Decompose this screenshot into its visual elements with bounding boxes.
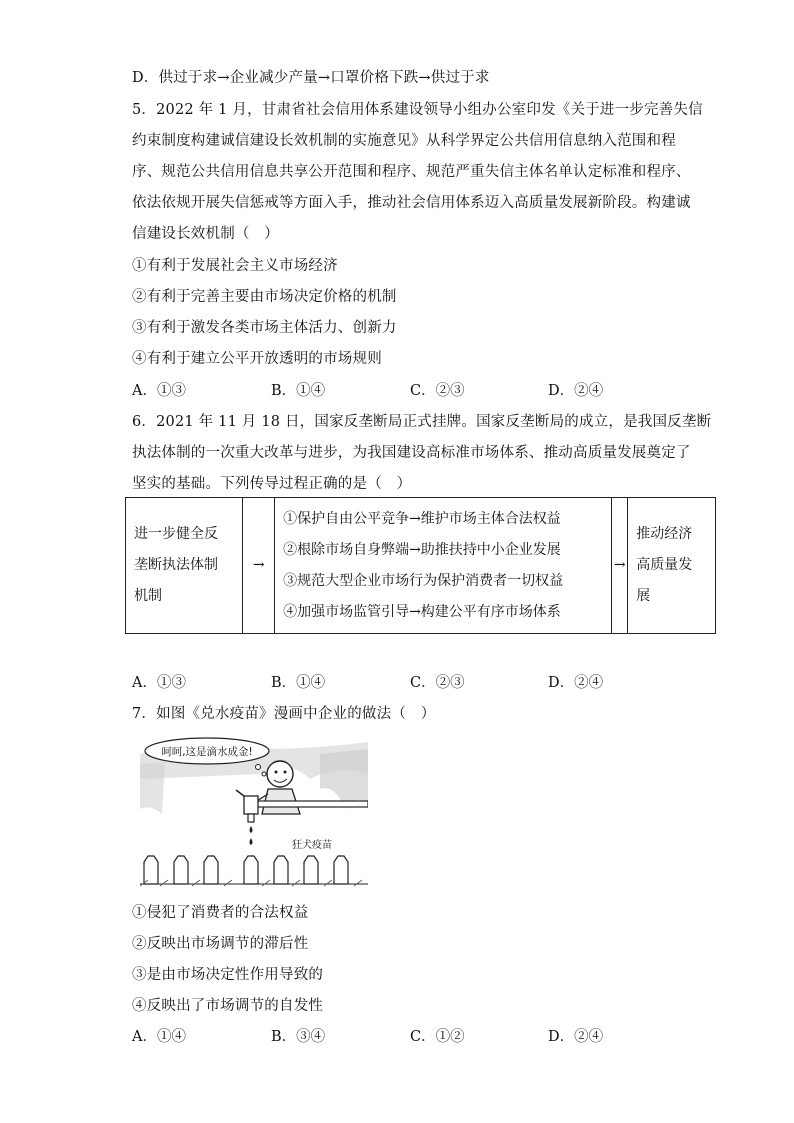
flow-end-cell <box>628 498 716 634</box>
q7-option-b[interactable]: B．③④ <box>271 1029 326 1045</box>
q6-flow-table <box>125 497 716 634</box>
q6-stem-line: 6．2021 年 11 月 18 日，国家反垄断局正式挂牌。国家反垄断局的成立，是我国反垄断 <box>132 414 712 430</box>
flow-end-line: 展 <box>636 588 651 604</box>
vaccine-cartoon-image <box>140 734 368 890</box>
q7-statement-2: ②反映出市场调节的滞后性 <box>132 936 309 952</box>
cartoon-speech-text: 呵呵,这是滴水成金! <box>161 746 253 758</box>
flow-start-line: 垄断执法体制 <box>134 557 218 573</box>
flow-arrow-1: → <box>243 498 275 634</box>
q5-statement-4: ④有利于建立公平开放透明的市场规则 <box>132 351 382 367</box>
flow-item-3: ③规范大型企业市场行为保护消费者一切权益 <box>283 572 564 589</box>
flow-end-line: 推动经济 <box>636 526 693 542</box>
q7-statement-1: ①侵犯了消费者的合法权益 <box>132 905 309 921</box>
flow-item-4: ④加强市场监管引导→构建公平有序市场体系 <box>283 603 561 620</box>
q5-stem-line: 5．2022 年 1 月，甘肃省社会信用体系建设领导小组办公室印发《关于进一步完善失信 <box>132 102 703 118</box>
prev-option-d: D．供过于求→企业减少产量→口罩价格下跌→供过于求 <box>132 70 490 86</box>
q5-option-c[interactable]: C．②③ <box>410 383 465 399</box>
q7-option-c[interactable]: C．①② <box>410 1029 465 1045</box>
flow-start-line: 机制 <box>134 588 162 604</box>
q5-statement-1: ①有利于发展社会主义市场经济 <box>132 258 338 274</box>
cartoon-label: 狂犬疫苗 <box>292 840 332 851</box>
q5-stem-line: 依法依规开展失信惩戒等方面入手，推动社会信用体系迈入高质量发展新阶段。构建诚 <box>132 195 691 211</box>
flow-end-line: 高质量发 <box>636 557 693 573</box>
q5-stem-line: 信建设长效机制（ ） <box>132 226 279 242</box>
flow-arrow-2: → <box>612 498 628 634</box>
q5-statement-3: ③有利于激发各类市场主体活力、创新力 <box>132 320 397 336</box>
q6-option-c[interactable]: C．②③ <box>410 675 465 691</box>
q5-option-a[interactable]: A．①③ <box>132 383 186 399</box>
q6-option-a[interactable]: A．①③ <box>132 675 186 691</box>
q7-statement-3: ③是由市场决定性作用导致的 <box>132 967 324 983</box>
q5-stem-line: 序、规范公共信用信息共享公开范围和程序、规范严重失信主体名单认定标准和程序、 <box>132 164 691 180</box>
flow-start-line: 进一步健全反 <box>134 526 218 542</box>
q5-option-d[interactable]: D．②④ <box>548 383 604 399</box>
q7-stem: 7．如图《兑水疫苗》漫画中企业的做法（ ） <box>132 706 436 722</box>
q6-stem-line: 坚实的基础。下列传导过程正确的是（ ） <box>132 476 412 492</box>
flow-start-cell <box>126 498 243 634</box>
q6-option-b[interactable]: B．①④ <box>271 675 326 691</box>
flow-item-1: ①保护自由公平竞争→维护市场主体合法权益 <box>283 510 561 527</box>
q5-stem-line: 约束制度构建诚信建设长效机制的实施意见》从科学界定公共信用信息纳入范围和程 <box>132 133 676 149</box>
q7-statement-4: ④反映出了市场调节的自发性 <box>132 998 324 1014</box>
q6-stem-line: 执法体制的一次重大改革与进步，为我国建设高标准市场体系、推动高质量发展奠定了 <box>132 445 691 461</box>
q5-option-b[interactable]: B．①④ <box>271 383 326 399</box>
q7-option-d[interactable]: D．②④ <box>548 1029 604 1045</box>
q7-option-a[interactable]: A．①④ <box>132 1029 186 1045</box>
flow-middle-cell <box>275 498 612 634</box>
q5-statement-2: ②有利于完善主要由市场决定价格的机制 <box>132 289 397 305</box>
q6-option-d[interactable]: D．②④ <box>548 675 604 691</box>
flow-item-2: ②根除市场自身弊端→助推扶持中小企业发展 <box>283 541 561 558</box>
